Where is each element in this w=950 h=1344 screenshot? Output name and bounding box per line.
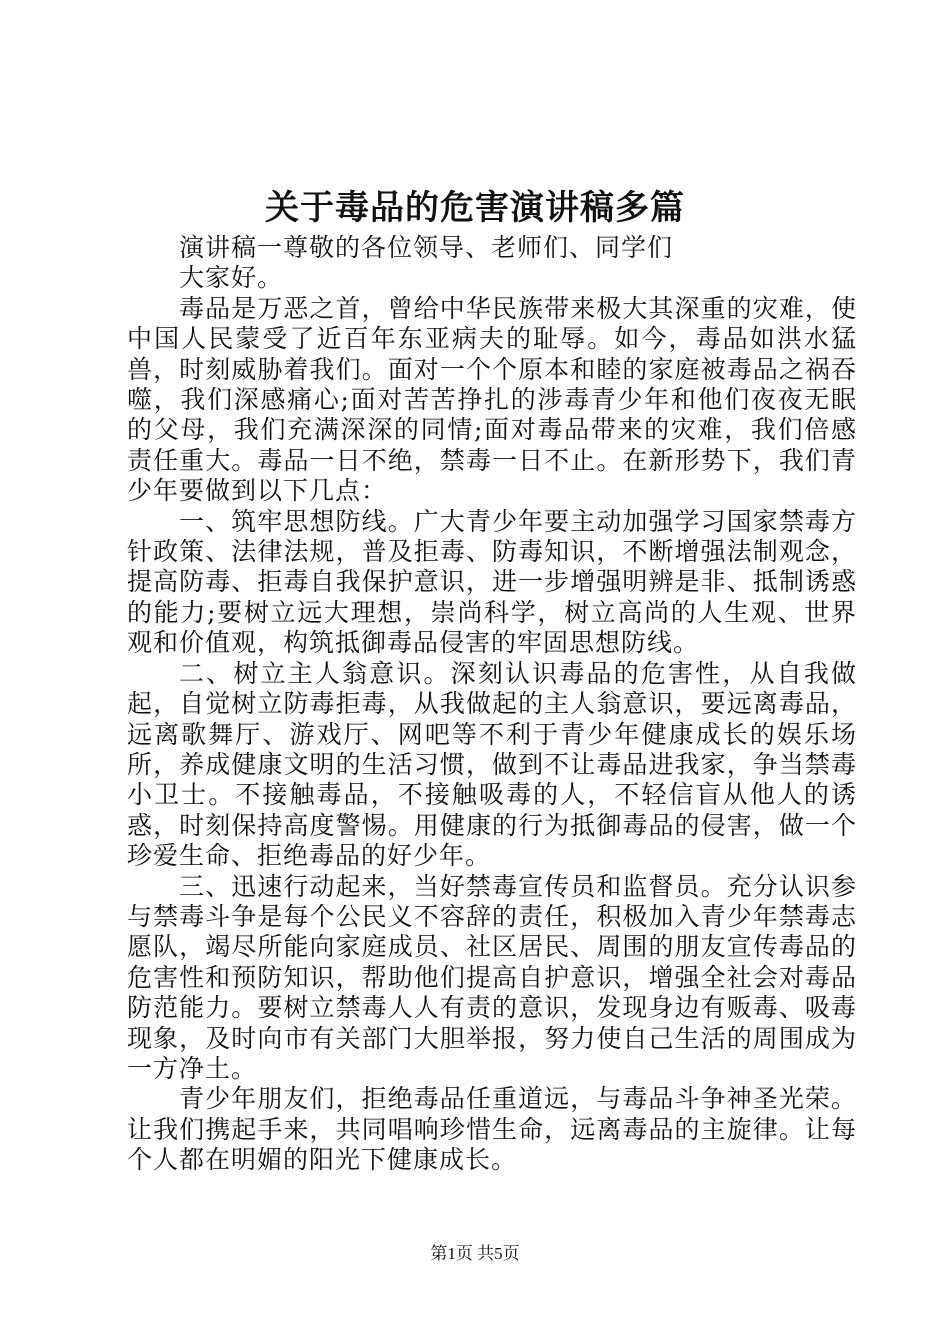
paragraph-hello: 大家好。: [179, 263, 284, 293]
paragraph-point-1: 一、筑牢思想防线。广大青少年要主动加强学习国家禁毒方针政策、法律法规，普及拒毒、防毒知识，不断增强法制观念，提高防毒、拒毒自我保护意识，进一步增强明辨是非、抵制诱惑的能力;要树立远大理想，崇尚科学，树立高尚的人生观、世界观和价值观，构筑抵御毒品侵害的牢固思想防线。: [127, 506, 857, 658]
page-title: 关于毒品的危害演讲稿多篇: [265, 188, 685, 228]
paragraph-point-3: 三、迅速行动起来，当好禁毒宣传员和监督员。充分认识参与禁毒斗争是每个公民义不容辞的责任，积极加入青少年禁毒志愿队，竭尽所能向家庭成员、社区居民、周围的朋友宣传毒品的危害性和预防知识，帮助他们提高自护意识，增强全社会对毒品防范能力。要树立禁毒人人有责的意识，发现身边有贩毒、吸毒现象，及时向市有关部门大胆举报，努力使自己生活的周围成为一方净土。: [127, 871, 857, 1083]
paragraph-closing: 青少年朋友们，拒绝毒品任重道远，与毒品斗争神圣光荣。让我们携起手来，共同唱响珍惜生命，远离毒品的主旋律。让每个人都在明媚的阳光下健康成长。: [127, 1084, 857, 1175]
document-body: [127, 233, 857, 1176]
paragraph-greeting: 演讲稿一尊敬的各位领导、老师们、同学们: [179, 233, 674, 262]
paragraph-point-2: 二、树立主人翁意识。深刻认识毒品的危害性，从自我做起，自觉树立防毒拒毒，从我做起的主人翁意识，要远离毒品，远离歌舞厅、游戏厅、网吧等不利于青少年健康成长的娱乐场所，养成健康文明的生活习惯，做到不让毒品进我家，争当禁毒小卫士。不接触毒品，不接触吸毒的人，不轻信盲从他人的诱惑，时刻保持高度警惕。用健康的行为抵御毒品的侵害，做一个珍爱生命、拒绝毒品的好少年。: [127, 658, 857, 871]
page-footer: 第1页 共5页: [430, 1244, 520, 1263]
paragraph-intro: 毒品是万恶之首，曾给中华民族带来极大其深重的灾难，使中国人民蒙受了近百年东亚病夫的耻辱。如今，毒品如洪水猛兽，时刻威胁着我们。面对一个个原本和睦的家庭被毒品之祸吞噬，我们深感痛心;面对苦苦挣扎的涉毒青少年和他们夜夜无眠的父母，我们充满深深的同情;面对毒品带来的灾难，我们倍感责任重大。毒品一日不绝，禁毒一日不止。在新形势下，我们青少年要做到以下几点：: [127, 293, 857, 506]
